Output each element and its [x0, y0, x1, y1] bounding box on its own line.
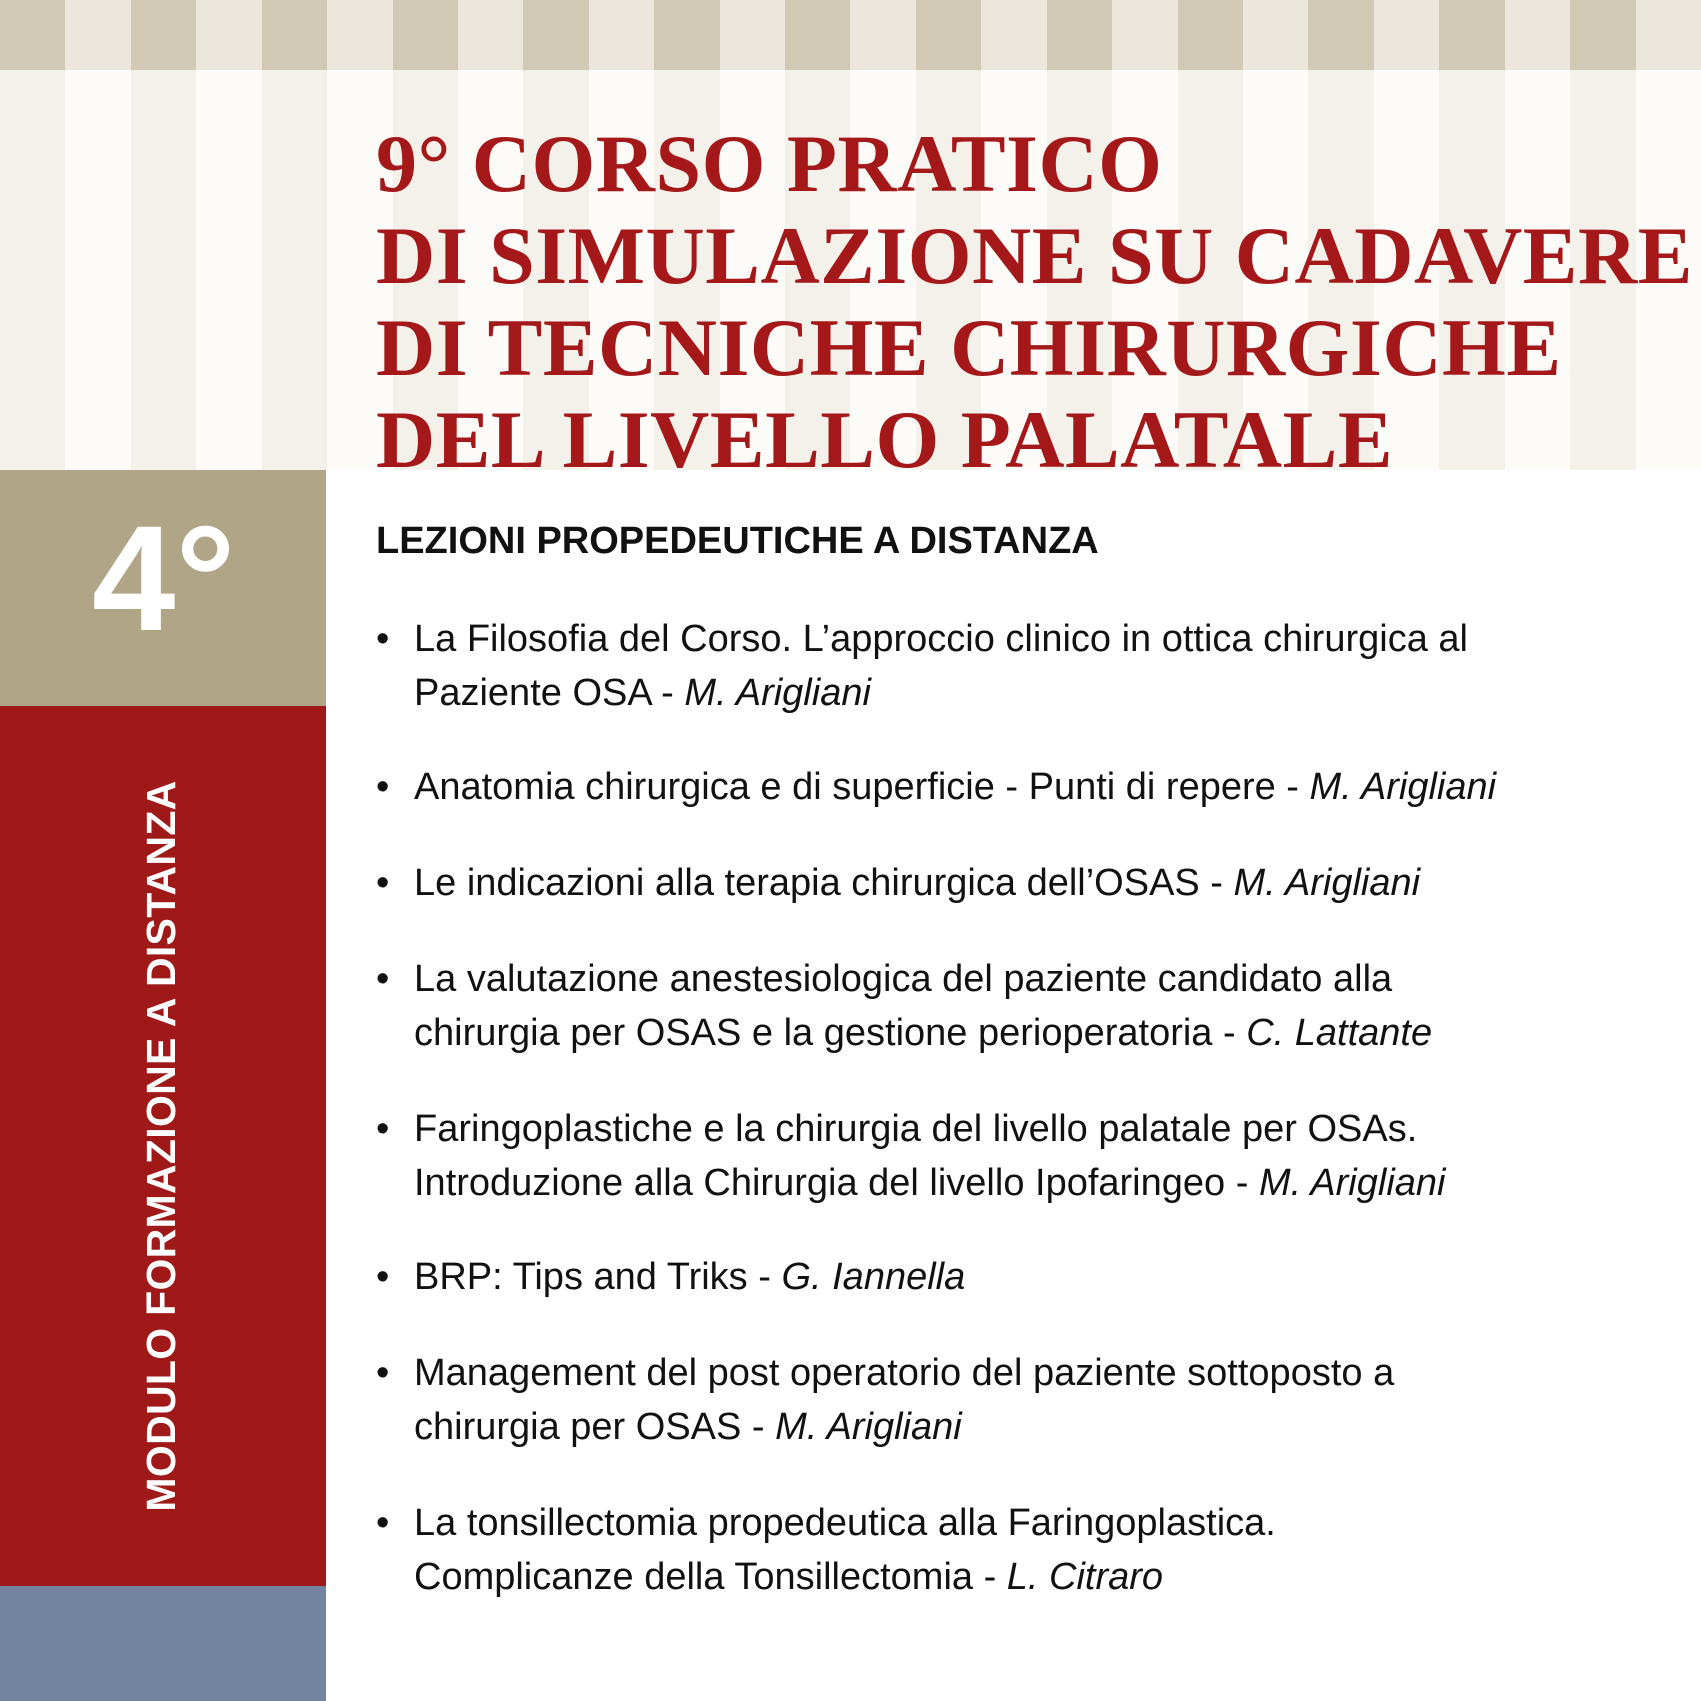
module-number-block: [0, 470, 326, 706]
top-band-stripe: [589, 0, 654, 70]
lesson-text: Introduzione alla Chirurgia del livello Ipofaringeo -: [414, 1162, 1259, 1204]
lesson-item: [376, 1250, 1676, 1304]
top-stripe-band: [0, 0, 1701, 70]
lesson-item: [376, 856, 1676, 910]
lesson-text: Management del post operatorio del paziente sottoposto a: [414, 1352, 1395, 1394]
top-band-stripe: [1308, 0, 1373, 70]
course-title-line: 9° CORSO PRATICO: [376, 118, 1163, 209]
lesson-text: chirurgia per OSAS -: [414, 1406, 776, 1448]
lesson-author: M. Arigliani: [1233, 862, 1421, 904]
top-band-stripe: [327, 0, 392, 70]
top-band-stripe: [1112, 0, 1177, 70]
top-band-stripe: [523, 0, 588, 70]
course-title-line: DEL LIVELLO PALATALE: [376, 394, 1394, 485]
bullet-icon: •: [376, 1256, 390, 1298]
top-band-stripe: [1178, 0, 1243, 70]
bullet-icon: •: [376, 958, 390, 1000]
module-label: [0, 706, 326, 1586]
lesson-text: Faringoplastiche e la chirurgia del livello palatale per OSAs.: [414, 1108, 1418, 1150]
lesson-author: M. Arigliani: [684, 672, 871, 714]
top-band-stripe: [393, 0, 458, 70]
top-band-stripe: [262, 0, 327, 70]
lesson-author: M. Arigliani: [1258, 1162, 1446, 1204]
top-band-stripe: [65, 0, 130, 70]
lesson-text: Le indicazioni alla terapia chirurgica dell’OSAS -: [414, 862, 1234, 904]
top-band-stripe: [1374, 0, 1439, 70]
top-band-stripe: [196, 0, 261, 70]
module-label-block: [0, 706, 326, 1586]
top-band-stripe: [850, 0, 915, 70]
lesson-text: Complicanze della Tonsillectomia -: [414, 1556, 1007, 1598]
module-color-block: [0, 1586, 326, 1701]
module-label-text: MODULO FORMAZIONE A DISTANZA: [137, 780, 184, 1512]
lesson-item: [376, 1346, 1676, 1454]
lesson-item: [376, 612, 1676, 720]
top-band-stripe: [654, 0, 719, 70]
lesson-author: M. Arigliani: [775, 1406, 962, 1448]
module-sidebar: [0, 470, 326, 1701]
course-title: [376, 118, 1693, 486]
lesson-author: L. Citraro: [1006, 1556, 1164, 1598]
lesson-text: Anatomia chirurgica e di superficie - Punti di repere -: [414, 766, 1310, 808]
top-band-stripe: [1636, 0, 1701, 70]
lesson-item: [376, 760, 1676, 814]
module-number: 4°: [92, 494, 236, 662]
bullet-icon: •: [376, 1108, 390, 1150]
lesson-author: G. Iannella: [781, 1256, 966, 1298]
top-band-stripe: [1047, 0, 1112, 70]
lesson-item: [376, 1102, 1676, 1210]
top-band-stripe: [1243, 0, 1308, 70]
top-band-stripe: [1505, 0, 1570, 70]
top-band-stripe: [981, 0, 1046, 70]
top-band-stripe: [131, 0, 196, 70]
bullet-icon: •: [376, 766, 390, 808]
bullet-icon: •: [376, 1502, 390, 1544]
lesson-text: Paziente OSA -: [414, 672, 685, 714]
course-title-line: DI SIMULAZIONE SU CADAVERE: [376, 210, 1693, 301]
lesson-text: La Filosofia del Corso. L’approccio clinico in ottica chirurgica al: [414, 618, 1468, 660]
lesson-text: La valutazione anestesiologica del paziente candidato alla: [414, 958, 1393, 1000]
lesson-item: [376, 952, 1676, 1060]
bullet-icon: •: [376, 618, 390, 660]
lesson-author: C. Lattante: [1246, 1012, 1433, 1054]
lesson-text: BRP: Tips and Triks -: [414, 1256, 782, 1298]
lesson-text: La tonsillectomia propedeutica alla Faringoplastica.: [414, 1502, 1276, 1544]
lesson-item: [376, 1496, 1676, 1604]
lesson-text: chirurgia per OSAS e la gestione perioperatoria -: [414, 1012, 1247, 1054]
bullet-icon: •: [376, 1352, 390, 1394]
top-band-stripe: [785, 0, 850, 70]
top-band-stripe: [916, 0, 981, 70]
course-title-line: DI TECNICHE CHIRURGICHE: [376, 302, 1562, 393]
bullet-icon: •: [376, 862, 390, 904]
lesson-author: M. Arigliani: [1309, 766, 1497, 808]
top-band-stripe: [458, 0, 523, 70]
section-heading: LEZIONI PROPEDEUTICHE A DISTANZA: [376, 520, 1099, 562]
top-band-stripe: [720, 0, 785, 70]
top-band-stripe: [1570, 0, 1635, 70]
top-band-stripe: [1439, 0, 1504, 70]
top-band-stripe: [0, 0, 65, 70]
